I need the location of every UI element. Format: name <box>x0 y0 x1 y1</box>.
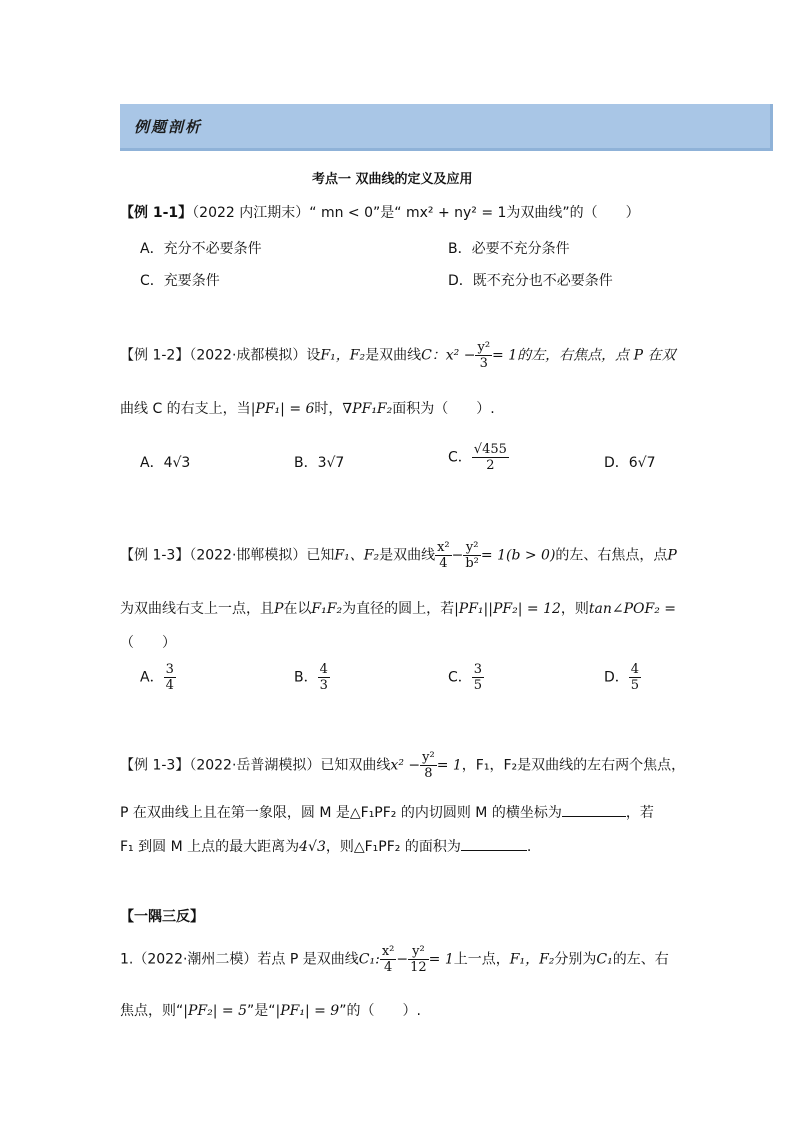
denominator: 4 <box>383 960 393 975</box>
math: F₁F₂ <box>311 601 343 617</box>
example-1-3-line3: （ ） <box>120 635 176 651</box>
math: − <box>451 547 464 564</box>
example-label: 【例 1-3】 <box>120 757 190 774</box>
math: |PF₁| = 9 <box>275 1003 340 1019</box>
example-1-3b-line2 <box>120 802 654 822</box>
fraction <box>475 340 492 371</box>
text: 是双曲线 <box>365 347 422 364</box>
denominator: 3 <box>319 678 328 693</box>
fraction <box>629 662 641 693</box>
numerator: y² <box>408 944 429 960</box>
option-b: B．必要不充分条件 <box>448 241 570 257</box>
answer-blank[interactable] <box>461 838 527 851</box>
text: （2022·邯郸模拟）已知 <box>189 547 335 564</box>
option-a <box>140 662 176 693</box>
option-c <box>448 662 484 693</box>
option-prefix: C． <box>448 449 472 466</box>
denominator: 12 <box>410 960 427 975</box>
option-b: B．3√7 <box>294 455 345 471</box>
option-a: A．充分不必要条件 <box>140 241 262 257</box>
answer-blank[interactable] <box>562 804 626 817</box>
denominator: 5 <box>473 678 483 693</box>
numerator: 4 <box>319 662 328 677</box>
option-prefix: A． <box>140 669 164 686</box>
text: P 在双曲线上且在第一象限，圆 M 是△F₁PF₂ 的内切圆则 M 的横坐标为 <box>120 805 562 821</box>
text: F₁ 到圆 M 上点的最大距离为 <box>120 839 300 855</box>
denominator: 8 <box>424 766 433 781</box>
denominator: 4 <box>165 678 174 693</box>
text: 上一点， <box>453 951 510 968</box>
example-label: 【例 1-3】 <box>120 547 190 564</box>
text: 是双曲线 <box>379 547 436 564</box>
practice-heading: 【一隅三反】 <box>120 909 204 925</box>
math: P <box>667 547 677 564</box>
math: x² − <box>390 757 421 774</box>
denominator: 3 <box>479 356 488 371</box>
text: 焦点，则“ <box>120 1003 184 1019</box>
text: （2022·成都模拟）设 <box>189 347 321 364</box>
text: 的左、右 <box>612 951 669 968</box>
math: |PF₂| = 5 <box>183 1003 247 1019</box>
option-c: C．充要条件 <box>140 273 220 289</box>
text: 为双曲线右支上一点，且 <box>120 601 274 617</box>
text: 的左、右焦点，点 <box>555 547 668 564</box>
fraction <box>408 944 429 975</box>
fraction <box>472 662 484 693</box>
option-d <box>604 662 641 693</box>
option-d: D．既不充分也不必要条件 <box>448 273 613 289</box>
text: （2022·岳普湖模拟）已知双曲线 <box>189 757 391 774</box>
text: ”的（ ）. <box>339 1003 421 1019</box>
denominator: 2 <box>486 458 495 473</box>
numerator: 3 <box>473 662 483 677</box>
text: ，则△F₁PF₂ 的面积为 <box>325 839 461 855</box>
fraction <box>318 662 330 693</box>
numerator: 3 <box>165 662 174 677</box>
denominator: b² <box>465 556 479 571</box>
option-a: A．4√3 <box>140 455 191 471</box>
fraction <box>435 540 452 571</box>
math: F₁，F₂ <box>320 347 366 364</box>
math: = 1(b > 0) <box>480 547 556 564</box>
option-b <box>294 662 330 693</box>
text: 在以 <box>283 601 312 617</box>
practice-1-line2 <box>120 1000 421 1020</box>
text: ，F₁，F₂是双曲线的左右两个焦点， <box>461 757 686 774</box>
numerator: √455 <box>473 442 507 457</box>
math: = 1的左，右焦点，点 P 在双 <box>492 347 676 364</box>
math: |PF₁||PF₂| = 12 <box>454 601 561 617</box>
math: F₁，F₂ <box>509 951 555 968</box>
math: P <box>274 601 284 617</box>
text: 面积为（ ）. <box>392 401 495 417</box>
text: ，则 <box>560 601 589 617</box>
fraction <box>472 442 509 473</box>
fraction <box>164 662 176 693</box>
math: ∇PF₁F₂ <box>342 401 393 417</box>
example-label: 【例 1-1】 <box>120 205 193 221</box>
section-banner <box>120 104 773 151</box>
text: 曲线 C 的右支上，当 <box>120 401 251 417</box>
fraction <box>463 540 481 571</box>
banner-title: 例题剖析 <box>134 118 203 136</box>
numerator: 4 <box>630 662 640 677</box>
option-c <box>448 442 509 473</box>
numerator: x² <box>437 540 450 555</box>
text: . <box>526 839 532 855</box>
text: ，若 <box>625 805 654 821</box>
math: F₁、F₂ <box>334 547 380 564</box>
denominator: 4 <box>439 556 448 571</box>
option-d: D．6√7 <box>604 455 656 471</box>
question-text: （2022 内江期末）“ mn < 0”是“ mx² + ny² = 1为双曲线”的（ ） <box>192 205 640 221</box>
example-1-3b-line1 <box>120 750 685 781</box>
example-1-1-question <box>120 202 640 222</box>
numerator: y² <box>422 750 435 765</box>
option-prefix: D． <box>604 669 629 686</box>
numerator: y² <box>463 540 481 556</box>
practice-1-line1 <box>120 944 669 975</box>
example-1-3-line1 <box>120 540 677 571</box>
option-prefix: B． <box>294 669 318 686</box>
math: tan∠POF₂ = <box>588 601 677 617</box>
math: = 1 <box>428 951 454 968</box>
example-1-3-line2 <box>120 598 676 618</box>
numerator: x² <box>381 944 395 959</box>
math: = 1 <box>436 757 462 774</box>
math: C₁ <box>596 951 613 968</box>
math: |PF₁| = 6 <box>250 401 315 417</box>
math: C：x² − <box>421 347 476 364</box>
fraction <box>420 750 437 781</box>
text: 为直径的圆上，若 <box>342 601 455 617</box>
text: ”是“ <box>246 1003 276 1019</box>
denominator: 5 <box>630 678 640 693</box>
text: 时， <box>314 401 343 417</box>
numerator: y² <box>477 340 491 355</box>
math: − <box>396 951 409 968</box>
fraction <box>380 944 397 975</box>
text: 分别为 <box>554 951 597 968</box>
section-title: 考点一 双曲线的定义及应用 <box>312 172 473 187</box>
text: 1.（2022·潮州二模）若点 P 是双曲线 <box>120 951 359 968</box>
example-label: 【例 1-2】 <box>120 347 190 364</box>
math: 4√3 <box>299 839 326 855</box>
example-1-2-line2 <box>120 398 495 418</box>
math: C₁: <box>358 951 380 968</box>
example-1-3b-line3 <box>120 836 531 856</box>
example-1-2-line1 <box>120 340 675 371</box>
option-prefix: C． <box>448 669 472 686</box>
